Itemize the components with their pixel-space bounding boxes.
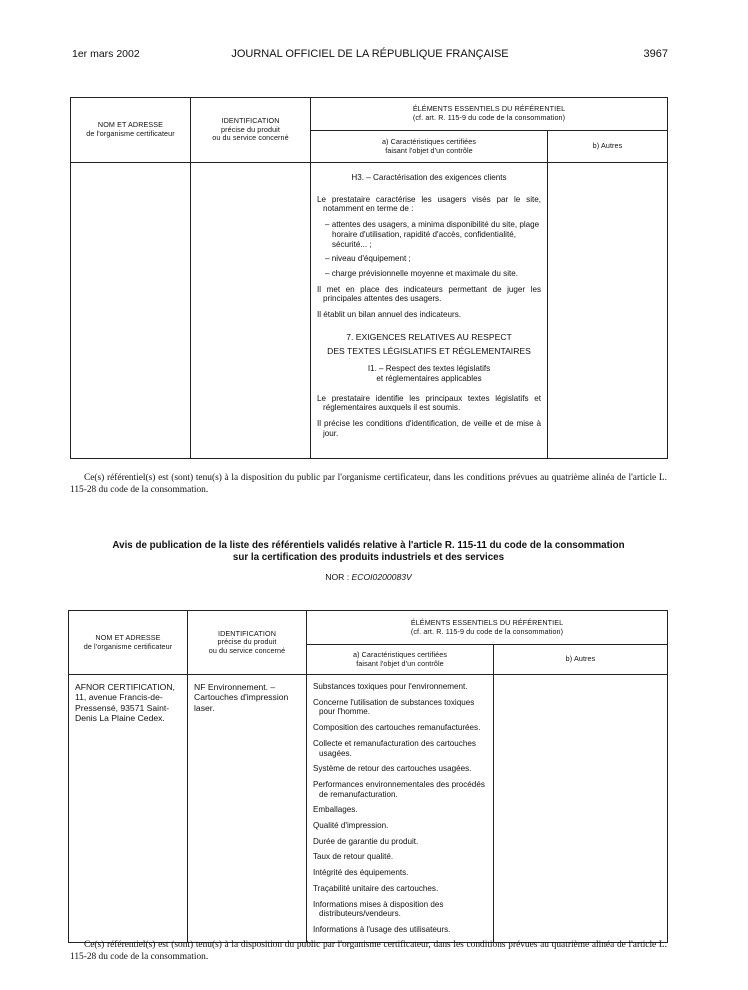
header-elements: ÉLÉMENTS ESSENTIELS DU RÉFÉRENTIEL (cf. art. R. 115-9 du code de la consommation) (311, 98, 668, 131)
criterion: Intégrité des équipements. (313, 868, 409, 878)
criteria-cell (311, 163, 548, 459)
section-title: 7. EXIGENCES RELATIVES AU RESPECT DES TEXTES LÉGISLATIFS ET RÉGLEMENTAIRES (327, 331, 531, 357)
page-number: 3967 (643, 48, 668, 60)
paragraph: Il précise les conditions d'identification, de veille et de mise à jour. (317, 419, 541, 438)
ident-cell (191, 163, 311, 459)
list-item: – charge prévisionnelle moyenne et maximale du site. (325, 268, 519, 278)
criterion: Système de retour des cartouches usagées. (313, 764, 472, 774)
paragraph: Le prestataire identifie les principaux textes législatifs et réglementaires auxquels il est soumis. (317, 393, 541, 413)
i1-title: I1. – Respect des textes législatifs et réglementaires applicables (367, 364, 491, 384)
criterion: Concerne l'utilisation de substances toxiques pour l'homme. (313, 697, 475, 717)
org-cell: AFNOR CERTIFICATION, 11, avenue Francis-de- Pressensé, 93571 Saint- Denis La Plaine Cedex. (69, 675, 188, 943)
paragraph: Le prestataire caractérise les usagers visés par le site, notamment en terme de : (317, 194, 541, 214)
criterion: Informations à l'usage des utilisateurs. (313, 924, 451, 934)
criterion: Taux de retour qualité. (313, 852, 394, 862)
header-b: b) Autres (548, 131, 668, 163)
criterion: Performances environnementales des procédés de remanufacturation. (313, 779, 485, 799)
referentiel-table-2 (68, 610, 668, 943)
ident-cell: NF Environnement. – Cartouches d'impression laser. (188, 675, 307, 943)
header-a: a) Caractéristiques certifiées faisant l'objet d'un contrôle (307, 645, 494, 675)
list-item: – niveau d'équipement ; (325, 254, 411, 264)
criterion: Durée de garantie du produit. (313, 836, 419, 846)
list-item: – attentes des usagers, a minima disponibilité du site, plage horaire d'utilisation, rapidité d'accès, confidentialité, sécurité... ; (325, 220, 540, 249)
criteria-cell (307, 675, 494, 943)
org-cell (71, 163, 191, 459)
header-ident: IDENTIFICATION précise du produit ou du service concerné (188, 611, 307, 675)
criterion: Collecte et remanufacturation des cartouches usagées. (313, 738, 476, 758)
page-header (72, 48, 668, 62)
other-cell (548, 163, 668, 459)
nor-reference: NOR : ECOI0200083V (325, 572, 412, 582)
criterion: Substances toxiques pour l'environnement. (313, 682, 468, 691)
journal-title: JOURNAL OFFICIEL DE LA RÉPUBLIQUE FRANÇAISE (231, 48, 509, 60)
header-elements: ÉLÉMENTS ESSENTIELS DU RÉFÉRENTIEL (cf. art. R. 115-9 du code de la consommation) (307, 611, 668, 645)
referentiel-table-1 (70, 97, 668, 459)
criterion: Informations mises à disposition des distributeurs/vendeurs. (313, 899, 444, 919)
bullet-list (325, 220, 541, 279)
availability-note: Ce(s) référentiel(s) est (sont) tenu(s) à la disposition du public par l'organisme certificateur, dans les conditions prévues au quatrième alinéa de l'article L. 115-28 du code de la consommation. (70, 473, 667, 495)
header-b: b) Autres (494, 645, 668, 675)
criterion: Composition des cartouches remanufacturées. (313, 723, 481, 733)
paragraph: Il établit un bilan annuel des indicateurs. (317, 310, 461, 320)
criterion: Traçabilité unitaire des cartouches. (313, 883, 439, 893)
header-ident: IDENTIFICATION précise du produit ou du service concerné (191, 98, 311, 163)
header-a: a) Caractéristiques certifiées faisant l'objet d'un contrôle (311, 131, 548, 163)
header-org: NOM ET ADRESSE de l'organisme certificateur (69, 611, 188, 675)
h3-title: H3. – Caractérisation des exigences clients (351, 173, 507, 182)
header-org: NOM ET ADRESSE de l'organisme certificateur (71, 98, 191, 163)
paragraph: Il met en place des indicateurs permettant de juger les principales attentes des usagers. (317, 284, 541, 304)
criterion: Qualité d'impression. (313, 821, 389, 831)
other-cell (494, 675, 668, 943)
avis-title: Avis de publication de la liste des référentiels validés relative à l'article R. 115-11 du code de la consommation sur la certification des produits industriels et des services (112, 540, 625, 564)
availability-note: Ce(s) référentiel(s) est (sont) tenu(s) à la disposition du public par l'organisme certificateur, dans les conditions prévues au quatrième alinéa de l'article L. 115-28 du code de la consommation. (70, 940, 667, 962)
criterion: Emballages. (313, 805, 358, 815)
publication-date: 1er mars 2002 (72, 48, 140, 60)
